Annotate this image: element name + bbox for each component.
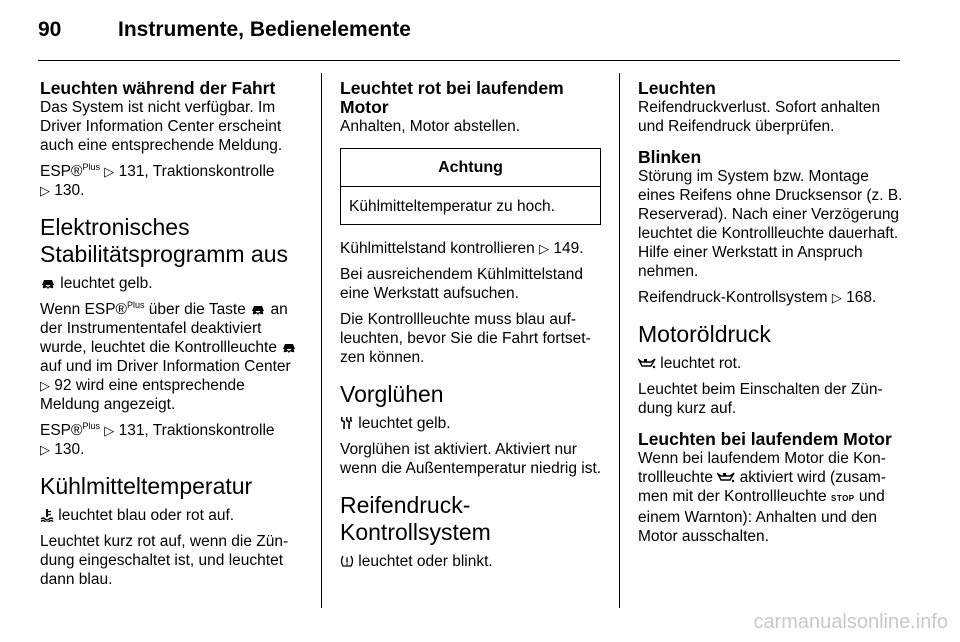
column-1 bbox=[40, 79, 302, 596]
paragraph: Leuchtet beim Einschalten der Zündung kurz auf. bbox=[638, 381, 883, 417]
heading-motoroeldruck: Motoröldruck bbox=[638, 321, 771, 347]
cross-reference: ESP®$^{Plus}$ ▷ 131, Traktionskontrolle ▷ 130. bbox=[40, 162, 275, 199]
warning-heading: Achtung bbox=[341, 149, 600, 187]
paragraph: Die Kontrollleuchte muss blau aufleuchten, bevor Sie die Fahrt fortsetzen können. bbox=[340, 311, 591, 366]
heading-leuchten: Leuchten bbox=[638, 78, 716, 98]
heading-leuchten-laufendem-motor: Leuchten bei laufendem Motor bbox=[638, 429, 892, 449]
paragraph: Das System ist nicht verfügbar. Im Driver Information Center erscheint auch eine entsprechende Meldung. bbox=[40, 99, 283, 154]
cross-reference: Kühlmittelstand kontrollieren ▷ 149. bbox=[340, 240, 584, 257]
ref-arrow-icon: ▷ bbox=[40, 378, 50, 393]
column-divider-1 bbox=[321, 73, 322, 608]
cross-reference: Reifendruck-Kontrollsystem ▷ 168. bbox=[638, 289, 877, 306]
paragraph: leuchtet oder blinkt. bbox=[340, 552, 602, 571]
paragraph: leuchtet rot. bbox=[638, 354, 906, 373]
heading-vorgluehen: Vorglühen bbox=[340, 381, 444, 407]
tire-pressure-icon bbox=[340, 554, 354, 568]
watermark: carmanualsonline.info bbox=[753, 611, 948, 633]
paragraph: Störung im System bzw. Montage eines Reifens ohne Drucksensor (z. B. Reserverad). Nach einer Verzögerung leuchtet die Kontrollleuchte dauerhaft. Hilfe einer Werkstatt in Anspruch nehmen. bbox=[638, 168, 903, 280]
heading-blinken: Blinken bbox=[638, 147, 702, 167]
esp-off-icon bbox=[281, 340, 297, 353]
ref-arrow-icon: ▷ bbox=[40, 442, 50, 457]
column-2 bbox=[340, 79, 602, 578]
ref-arrow-icon: ▷ bbox=[539, 241, 550, 256]
paragraph: leuchtet blau oder rot auf. bbox=[40, 506, 302, 525]
column-3 bbox=[638, 79, 906, 553]
warning-text: Kühlmitteltemperatur zu hoch. bbox=[349, 198, 555, 215]
heading-kuehlmitteltemperatur: Kühlmitteltemperatur bbox=[40, 473, 253, 499]
header-rule bbox=[38, 60, 900, 61]
paragraph: Anhalten, Motor abstellen. bbox=[340, 118, 521, 135]
heading-leuchten-fahrt: Leuchten während der Fahrt bbox=[40, 78, 276, 98]
paragraph: Bei ausreichendem Kühlmittelstand eine Werkstatt aufsuchen. bbox=[340, 266, 583, 302]
glow-plug-icon bbox=[340, 416, 354, 430]
esp-off-icon bbox=[250, 302, 266, 315]
paragraph: Wenn bei laufendem Motor die Kontrollleuchte aktiviert wird (zusammen mit der Kontrollleuchte STOP und einem Warnton): Anhalten und den Motor ausschalten. bbox=[638, 450, 886, 545]
ref-arrow-icon: ▷ bbox=[831, 290, 842, 305]
heading-esp-aus: Elektronisches Stabilitätsprogramm aus bbox=[40, 214, 288, 267]
ref-arrow-icon: ▷ bbox=[104, 423, 115, 438]
paragraph: Vorglühen ist aktiviert. Aktiviert nur wenn die Außentemperatur niedrig ist. bbox=[340, 441, 602, 477]
column-divider-2 bbox=[619, 73, 620, 608]
paragraph: leuchtet gelb. bbox=[40, 274, 302, 293]
heading-reifendruck: Reifendruck-Kontrollsystem bbox=[340, 492, 491, 545]
chapter-title: Instrumente, Bedienelemente bbox=[118, 18, 411, 41]
paragraph: leuchtet gelb. bbox=[340, 414, 602, 433]
heading-leuchtet-rot: Leuchtet rot bei laufendem Motor bbox=[340, 78, 564, 117]
page-header bbox=[38, 18, 922, 52]
oil-pressure-icon bbox=[638, 357, 656, 369]
stop-icon: STOP bbox=[830, 494, 855, 503]
coolant-temperature-icon bbox=[40, 508, 54, 522]
page-number: 90 bbox=[38, 18, 62, 41]
ref-arrow-icon: ▷ bbox=[40, 183, 50, 198]
ref-arrow-icon: ▷ bbox=[104, 164, 115, 179]
oil-pressure-icon bbox=[717, 471, 735, 483]
paragraph: Reifendruckverlust. Sofort anhalten und Reifendruck überprüfen. bbox=[638, 99, 881, 135]
paragraph: Leuchtet kurz rot auf, wenn die Zündung eingeschaltet ist, und leuchtet dann blau. bbox=[40, 533, 289, 588]
paragraph: Wenn ESP®$^{Plus}$ über die Taste an der Instrumententafel deaktiviert wurde, leuchtet die Kontrollleuchte auf und im Driver Information Center ▷ 92 wird eine entsprechende Meldung angezeigt. bbox=[40, 300, 302, 414]
cross-reference: ESP®$^{Plus}$ ▷ 131, Traktionskontrolle ▷ 130. bbox=[40, 421, 275, 458]
warning-box bbox=[340, 148, 601, 225]
esp-off-icon bbox=[40, 276, 56, 289]
